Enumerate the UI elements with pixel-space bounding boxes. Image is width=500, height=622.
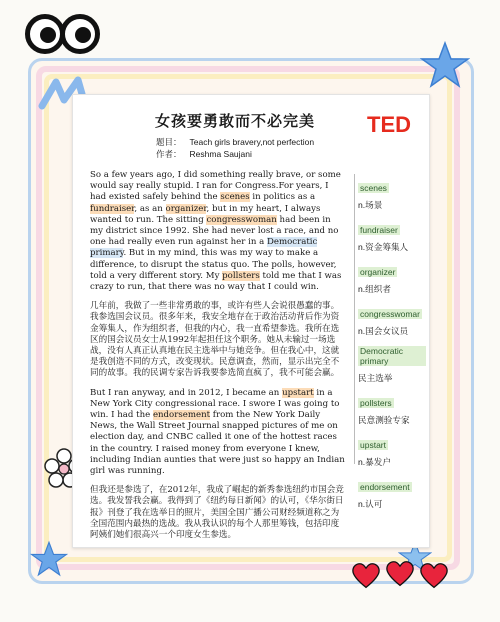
- vocab-item: [358, 178, 426, 211]
- vocab-word: organizer: [360, 267, 396, 277]
- vocab-item: [358, 477, 426, 510]
- vocab-item: [358, 393, 426, 426]
- vocab-def: n.资金筹集人: [358, 242, 409, 252]
- vocab-word: Democratic primary: [358, 346, 426, 366]
- vocab-divider: [354, 174, 355, 464]
- vocab-def: n.认可: [358, 499, 383, 509]
- chinese-paragraph-2: 但我还是参选了，在2012年，我成了崛起的新秀参选纽约市国会竞选。我发誓我会赢。我得到了《纽约每日新闻》的认可，《华尔街日报》刊登了我在选举日的照片，美国全国广播公司财经频道称之为全国范围内最热的选战。我从我认识的每个人那里筹钱，包括印度阿姨们她们很高兴一个印度女生参选。: [90, 485, 344, 541]
- highlight-scenes: scenes: [220, 192, 250, 203]
- author-label: 作者：: [156, 149, 182, 159]
- highlight-democratic-primary: Democratic primary: [90, 237, 318, 259]
- vocab-item: [358, 346, 426, 384]
- cartoon-eyes-icon: [25, 14, 65, 54]
- topic-text: Teach girls bravery,not perfection: [189, 137, 315, 147]
- heart-icon: [352, 562, 380, 590]
- article-body: [90, 170, 346, 549]
- author-text: Reshma Saujani: [189, 149, 252, 159]
- vocab-def: 民主选举: [358, 373, 393, 383]
- vocab-word: endorsement: [360, 482, 410, 492]
- vocab-item: [358, 435, 426, 468]
- vocab-def: 民意测验专家: [358, 415, 410, 425]
- highlight-upstart: upstart: [282, 387, 314, 398]
- vocab-word: scenes: [360, 183, 387, 193]
- topic-line: [156, 136, 314, 148]
- vocab-item: [358, 262, 426, 295]
- english-paragraph-2: But I ran anyway, and in 2012, I became an upstart in a New York City congressional race. I swore I was going to win. I had the endorsement from the New York Daily News, the Wall Street Journal snapped pictures of me on election day, and CNBC called it one of the hottest races in the country. I raised money from everyone I knew, including Indian aunties that were just so happy an Indian girl was running.: [90, 387, 345, 477]
- vocab-word: congresswomar: [360, 309, 420, 319]
- vocab-item: [358, 220, 426, 253]
- author-line: [156, 148, 252, 160]
- vocab-item: [358, 304, 426, 337]
- blue-star-icon: [30, 540, 68, 578]
- vocab-def: n.国会女议员: [358, 326, 409, 336]
- topic-label: 题目：: [156, 137, 182, 147]
- vocab-def: n.暴发户: [358, 457, 391, 467]
- document-title: 女孩要勇敢而不必完美: [155, 112, 316, 130]
- vocab-word: pollsters: [360, 398, 392, 408]
- chinese-paragraph-1: 几年前，我做了一些非常勇敢的事，或许有些人会说很愚蠢的事。我参选国会议员。很多年来，我安全地存在于政治活动背后作为资金筹集人，作为组织者，但我的内心，我一直希望参选。我所在选区的国会议员女士从1992年起担任这个职务。她从未输过一场选战，没有人真正认真地在民主选举中与她竞争。但在我心中，这就是我创造不同的方式，改变现状。民意调查，然而，显示出完全不同的故事。我的民调专家告诉我要参选简直疯了，我不可能会赢。: [90, 301, 340, 379]
- highlight-congresswoman: congresswoman: [206, 214, 277, 225]
- heart-icon: [386, 560, 414, 588]
- highlight-fundraiser: fundraiser: [90, 203, 135, 214]
- vocab-def: n.场景: [358, 200, 383, 210]
- cartoon-eyes-icon: [60, 14, 100, 54]
- blue-star-icon: [420, 40, 470, 90]
- highlight-organizer: organizer: [165, 203, 207, 214]
- heart-icon: [420, 562, 448, 590]
- highlight-pollsters: pollsters: [222, 270, 260, 281]
- ted-logo: TED: [367, 112, 411, 137]
- vocab-word: fundraiser: [360, 225, 398, 235]
- english-paragraph-1: So a few years ago, I did something really brave, or some would say really stupid. I ran for Congress.For years, I had existed safely behind the scenes in politics as a fundraiser, as an organizer, but in my heart, I always wanted to run. The sitting congresswoman had been in my district since 1992. She had never lost a race, and no one had really even run against her in a Democratic primary. But in my mind, this was my way to make a difference, to disrupt the status quo. The polls, however, told a very different story. My pollsters told me that I was crazy to run, that there was no way that I could win.: [90, 170, 342, 293]
- vocab-word: upstart: [360, 440, 386, 450]
- vocab-def: n.组织者: [358, 284, 391, 294]
- vocab-list: [358, 178, 426, 519]
- highlight-endorsement: endorsement: [152, 410, 211, 421]
